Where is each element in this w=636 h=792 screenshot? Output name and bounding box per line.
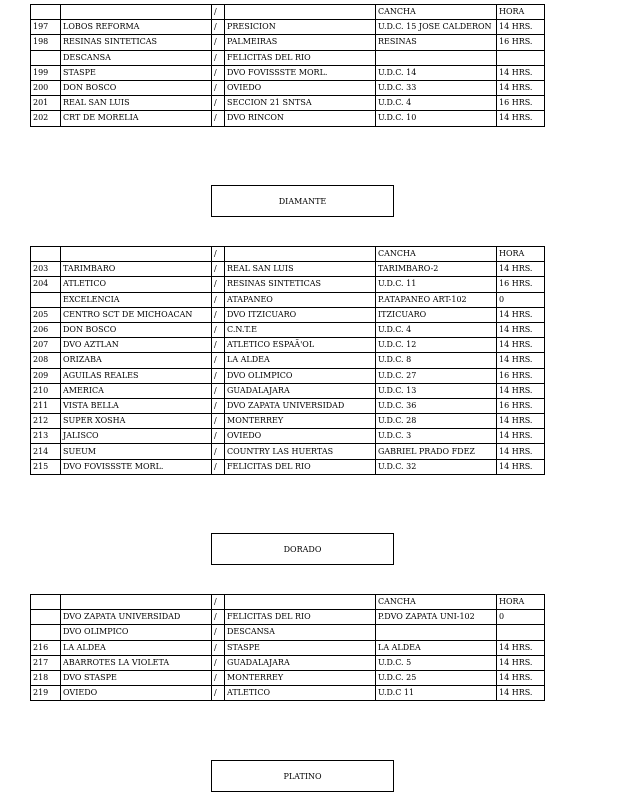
table-row xyxy=(31,292,545,307)
time-cell: 16 HRS. xyxy=(497,35,545,50)
field-cell: U.D.C. 11 xyxy=(376,277,497,292)
home-team-cell: AMERICA xyxy=(61,383,212,398)
away-team-cell: DVO OLIMPICO xyxy=(225,368,376,383)
header-home-team-cell xyxy=(61,5,212,20)
time-cell: 14 HRS. xyxy=(497,429,545,444)
home-team-cell: ATLETICO xyxy=(61,277,212,292)
separator-cell: / xyxy=(212,655,225,670)
away-team-cell: OVIEDO xyxy=(225,429,376,444)
separator-cell: / xyxy=(212,322,225,337)
home-team-cell: AGUILAS REALES xyxy=(61,368,212,383)
separator-cell: / xyxy=(212,80,225,95)
field-cell: GABRIEL PRADO FDEZ xyxy=(376,444,497,459)
match-number-cell: 213 xyxy=(31,429,61,444)
table-row xyxy=(31,444,545,459)
table-row xyxy=(31,20,545,35)
time-cell: 14 HRS. xyxy=(497,353,545,368)
header-separator-cell: / xyxy=(212,247,225,262)
separator-cell: / xyxy=(212,383,225,398)
separator-cell: / xyxy=(212,414,225,429)
home-team-cell: DVO FOVISSSTE MORL. xyxy=(61,459,212,474)
division-title-text: DORADO xyxy=(283,544,322,554)
division-title-platino xyxy=(211,760,394,792)
match-number-cell xyxy=(31,625,61,640)
home-team-cell: DESCANSA xyxy=(61,50,212,65)
header-separator-cell: / xyxy=(212,595,225,610)
table-header-row xyxy=(31,247,545,262)
table-row xyxy=(31,65,545,80)
match-number-cell: 200 xyxy=(31,80,61,95)
match-number-cell: 202 xyxy=(31,111,61,126)
table-row xyxy=(31,670,545,685)
schedule-table-diamante xyxy=(30,246,545,475)
match-number-cell: 219 xyxy=(31,686,61,701)
away-team-cell: MONTERREY xyxy=(225,414,376,429)
header-field-cell: CANCHA xyxy=(376,595,497,610)
match-number-cell: 214 xyxy=(31,444,61,459)
table-row xyxy=(31,277,545,292)
header-field-cell: CANCHA xyxy=(376,5,497,20)
division-title-text: PLATINO xyxy=(283,771,322,781)
match-number-cell: 203 xyxy=(31,262,61,277)
separator-cell: / xyxy=(212,444,225,459)
away-team-cell: RESINAS SINTETICAS xyxy=(225,277,376,292)
time-cell: 16 HRS. xyxy=(497,277,545,292)
field-cell: U.D.C. 12 xyxy=(376,338,497,353)
table-row xyxy=(31,429,545,444)
away-team-cell: C.N.T.E xyxy=(225,322,376,337)
home-team-cell: CENTRO SCT DE MICHOACAN xyxy=(61,307,212,322)
match-number-cell: 217 xyxy=(31,655,61,670)
match-number-cell: 201 xyxy=(31,96,61,111)
away-team-cell: OVIEDO xyxy=(225,80,376,95)
field-cell: U.D.C. 33 xyxy=(376,80,497,95)
table-row xyxy=(31,96,545,111)
separator-cell: / xyxy=(212,50,225,65)
home-team-cell: DVO ZAPATA UNIVERSIDAD xyxy=(61,610,212,625)
schedule-table-1 xyxy=(30,4,545,127)
match-number-cell: 204 xyxy=(31,277,61,292)
table-row xyxy=(31,383,545,398)
field-cell: U.D.C. 15 JOSE CALDERON xyxy=(376,20,497,35)
home-team-cell: TARIMBARO xyxy=(61,262,212,277)
time-cell: 14 HRS. xyxy=(497,459,545,474)
field-cell: U.D.C. 36 xyxy=(376,398,497,413)
time-cell: 16 HRS. xyxy=(497,398,545,413)
away-team-cell: DVO RINCON xyxy=(225,111,376,126)
time-cell: 16 HRS. xyxy=(497,368,545,383)
table-row xyxy=(31,625,545,640)
home-team-cell: STASPE xyxy=(61,65,212,80)
away-team-cell: PRESICION xyxy=(225,20,376,35)
field-cell: U.D.C. 28 xyxy=(376,414,497,429)
away-team-cell: ATLETICO xyxy=(225,686,376,701)
separator-cell: / xyxy=(212,686,225,701)
time-cell: 16 HRS. xyxy=(497,96,545,111)
field-cell: U.D.C. 4 xyxy=(376,96,497,111)
match-number-cell: 198 xyxy=(31,35,61,50)
time-cell: 14 HRS. xyxy=(497,414,545,429)
home-team-cell: CRT DE MORELIA xyxy=(61,111,212,126)
away-team-cell: DVO ITZICUARO xyxy=(225,307,376,322)
field-cell: ITZICUARO xyxy=(376,307,497,322)
home-team-cell: LA ALDEA xyxy=(61,640,212,655)
home-team-cell: JALISCO xyxy=(61,429,212,444)
match-number-cell: 205 xyxy=(31,307,61,322)
field-cell: P.ATAPANEO ART-102 xyxy=(376,292,497,307)
time-cell: 14 HRS. xyxy=(497,655,545,670)
time-cell xyxy=(497,50,545,65)
table-row xyxy=(31,35,545,50)
table-row xyxy=(31,338,545,353)
match-number-cell: 209 xyxy=(31,368,61,383)
field-cell: U.D.C. 3 xyxy=(376,429,497,444)
match-number-cell: 216 xyxy=(31,640,61,655)
home-team-cell: DON BOSCO xyxy=(61,80,212,95)
time-cell: 14 HRS. xyxy=(497,383,545,398)
time-cell: 14 HRS. xyxy=(497,262,545,277)
field-cell: TARIMBARO-2 xyxy=(376,262,497,277)
home-team-cell: SUEUM xyxy=(61,444,212,459)
separator-cell: / xyxy=(212,111,225,126)
table-row xyxy=(31,368,545,383)
time-cell: 14 HRS. xyxy=(497,686,545,701)
away-team-cell: FELICITAS DEL RIO xyxy=(225,610,376,625)
time-cell: 14 HRS. xyxy=(497,444,545,459)
match-number-cell xyxy=(31,292,61,307)
match-number-cell: 218 xyxy=(31,670,61,685)
header-time-cell: HORA xyxy=(497,247,545,262)
separator-cell: / xyxy=(212,640,225,655)
header-time-cell: HORA xyxy=(497,5,545,20)
table-row xyxy=(31,353,545,368)
away-team-cell: DESCANSA xyxy=(225,625,376,640)
header-away-team-cell xyxy=(225,595,376,610)
table-header-row xyxy=(31,595,545,610)
home-team-cell: DVO OLIMPICO xyxy=(61,625,212,640)
field-cell: U.D.C. 27 xyxy=(376,368,497,383)
field-cell: P.DVO ZAPATA UNI-102 xyxy=(376,610,497,625)
field-cell: U.D.C. 5 xyxy=(376,655,497,670)
header-match-number-cell xyxy=(31,595,61,610)
header-time-cell: HORA xyxy=(497,595,545,610)
separator-cell: / xyxy=(212,353,225,368)
table-row xyxy=(31,307,545,322)
separator-cell: / xyxy=(212,292,225,307)
header-away-team-cell xyxy=(225,247,376,262)
field-cell: U.D.C. 10 xyxy=(376,111,497,126)
table-row xyxy=(31,398,545,413)
home-team-cell: ORIZABA xyxy=(61,353,212,368)
field-cell xyxy=(376,625,497,640)
home-team-cell: LOBOS REFORMA xyxy=(61,20,212,35)
away-team-cell: DVO FOVISSSTE MORL. xyxy=(225,65,376,80)
away-team-cell: DVO ZAPATA UNIVERSIDAD xyxy=(225,398,376,413)
match-number-cell: 210 xyxy=(31,383,61,398)
match-number-cell: 206 xyxy=(31,322,61,337)
header-match-number-cell xyxy=(31,5,61,20)
table-row xyxy=(31,80,545,95)
separator-cell: / xyxy=(212,277,225,292)
table-row xyxy=(31,262,545,277)
separator-cell: / xyxy=(212,20,225,35)
table-header-row xyxy=(31,5,545,20)
away-team-cell: ATLETICO ESPAÃ'OL xyxy=(225,338,376,353)
time-cell: 14 HRS. xyxy=(497,322,545,337)
home-team-cell: SUPER XOSHA xyxy=(61,414,212,429)
field-cell xyxy=(376,50,497,65)
away-team-cell: GUADALAJARA xyxy=(225,655,376,670)
field-cell: U.D.C. 14 xyxy=(376,65,497,80)
time-cell: 0 xyxy=(497,610,545,625)
field-cell: U.D.C. 25 xyxy=(376,670,497,685)
match-number-cell xyxy=(31,610,61,625)
table-row xyxy=(31,686,545,701)
field-cell: U.D.C. 13 xyxy=(376,383,497,398)
time-cell: 14 HRS. xyxy=(497,670,545,685)
table-row xyxy=(31,50,545,65)
home-team-cell: DON BOSCO xyxy=(61,322,212,337)
match-number-cell: 199 xyxy=(31,65,61,80)
table-row xyxy=(31,655,545,670)
home-team-cell: OVIEDO xyxy=(61,686,212,701)
away-team-cell: REAL SAN LUIS xyxy=(225,262,376,277)
match-number-cell: 208 xyxy=(31,353,61,368)
match-number-cell: 207 xyxy=(31,338,61,353)
time-cell: 14 HRS. xyxy=(497,111,545,126)
match-number-cell xyxy=(31,50,61,65)
away-team-cell: PALMEIRAS xyxy=(225,35,376,50)
separator-cell: / xyxy=(212,96,225,111)
separator-cell: / xyxy=(212,670,225,685)
separator-cell: / xyxy=(212,35,225,50)
field-cell: U.D.C. 4 xyxy=(376,322,497,337)
home-team-cell: DVO AZTLAN xyxy=(61,338,212,353)
match-number-cell: 211 xyxy=(31,398,61,413)
field-cell: U.D.C 11 xyxy=(376,686,497,701)
division-title-dorado xyxy=(211,533,394,565)
separator-cell: / xyxy=(212,262,225,277)
away-team-cell: GUADALAJARA xyxy=(225,383,376,398)
header-field-cell: CANCHA xyxy=(376,247,497,262)
away-team-cell: SECCION 21 SNTSA xyxy=(225,96,376,111)
header-home-team-cell xyxy=(61,247,212,262)
table-row xyxy=(31,640,545,655)
separator-cell: / xyxy=(212,610,225,625)
away-team-cell: ATAPANEO xyxy=(225,292,376,307)
away-team-cell: LA ALDEA xyxy=(225,353,376,368)
separator-cell: / xyxy=(212,65,225,80)
home-team-cell: ABARROTES LA VIOLETA xyxy=(61,655,212,670)
field-cell: RESINAS xyxy=(376,35,497,50)
field-cell: U.D.C. 32 xyxy=(376,459,497,474)
field-cell: U.D.C. 8 xyxy=(376,353,497,368)
match-number-cell: 212 xyxy=(31,414,61,429)
time-cell: 14 HRS. xyxy=(497,20,545,35)
schedule-table-dorado xyxy=(30,594,545,701)
home-team-cell: VISTA BELLA xyxy=(61,398,212,413)
away-team-cell: FELICITAS DEL RIO xyxy=(225,50,376,65)
division-title-text: DIAMANTE xyxy=(278,196,327,206)
away-team-cell: MONTERREY xyxy=(225,670,376,685)
time-cell: 14 HRS. xyxy=(497,307,545,322)
home-team-cell: EXCELENCIA xyxy=(61,292,212,307)
separator-cell: / xyxy=(212,398,225,413)
separator-cell: / xyxy=(212,625,225,640)
time-cell: 14 HRS. xyxy=(497,338,545,353)
match-number-cell: 197 xyxy=(31,20,61,35)
field-cell: LA ALDEA xyxy=(376,640,497,655)
time-cell: 0 xyxy=(497,292,545,307)
home-team-cell: REAL SAN LUIS xyxy=(61,96,212,111)
separator-cell: / xyxy=(212,459,225,474)
separator-cell: / xyxy=(212,429,225,444)
table-row xyxy=(31,459,545,474)
division-title-diamante xyxy=(211,185,394,217)
home-team-cell: RESINAS SINTETICAS xyxy=(61,35,212,50)
separator-cell: / xyxy=(212,307,225,322)
header-home-team-cell xyxy=(61,595,212,610)
separator-cell: / xyxy=(212,338,225,353)
time-cell: 14 HRS. xyxy=(497,65,545,80)
separator-cell: / xyxy=(212,368,225,383)
header-away-team-cell xyxy=(225,5,376,20)
table-row xyxy=(31,414,545,429)
table-row xyxy=(31,111,545,126)
header-match-number-cell xyxy=(31,247,61,262)
table-row xyxy=(31,610,545,625)
time-cell xyxy=(497,625,545,640)
header-separator-cell: / xyxy=(212,5,225,20)
away-team-cell: FELICITAS DEL RIO xyxy=(225,459,376,474)
away-team-cell: COUNTRY LAS HUERTAS xyxy=(225,444,376,459)
match-number-cell: 215 xyxy=(31,459,61,474)
away-team-cell: STASPE xyxy=(225,640,376,655)
time-cell: 14 HRS. xyxy=(497,80,545,95)
time-cell: 14 HRS. xyxy=(497,640,545,655)
home-team-cell: DVO STASPE xyxy=(61,670,212,685)
table-row xyxy=(31,322,545,337)
